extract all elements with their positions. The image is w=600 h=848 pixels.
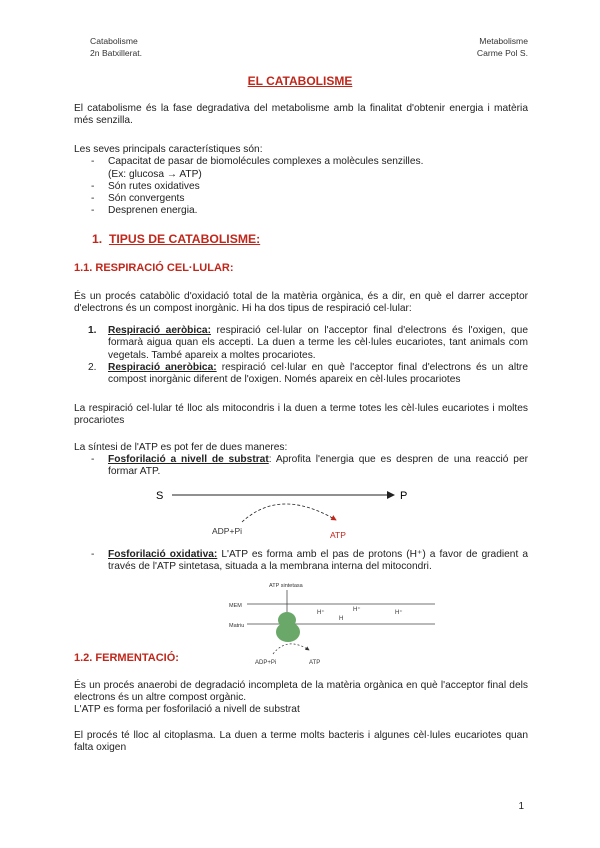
header-course: 2n Batxillerat. <box>90 47 143 58</box>
substrate-label: S <box>156 490 164 502</box>
section-heading-1 <box>92 232 260 246</box>
page-number: 1 <box>518 801 524 812</box>
term-aerobic-text: respiració cel·lular on l'acceptor final d'electrons és l'oxigen, que formarà aigua quan els accepti. La duen a terme les cèl·lules eucariotes, tant animals com vegetals. També apareix a moltes procariotes. <box>108 325 529 361</box>
features-lead: Les seves principals característiques són: <box>74 144 263 155</box>
subsection-heading-fermentation: 1.2. FERMENTACIÓ: <box>74 652 179 664</box>
list-item: - Desprenen energia. <box>74 205 528 217</box>
subsection-heading-respiration: 1.1. RESPIRACIÓ CEL·LULAR: <box>74 262 234 274</box>
list-item <box>74 156 528 181</box>
features-list <box>74 156 528 217</box>
list-item <box>74 325 528 362</box>
proton-label: H⁺ <box>395 610 403 616</box>
atp-synthase-diagram <box>225 580 445 670</box>
atp-label: ATP <box>309 660 321 666</box>
proton-label: H <box>339 616 344 622</box>
feature-text: Capacitat de pasar de biomolécules complexes a molècules senzilles. <box>108 156 424 168</box>
term-anaerobic-text: respiració cel·lular en què l'acceptor final d'electrons és un altre compost inorgànic diferent de l'oxigen. Només apareix en cèl·lules procariotes <box>108 361 528 386</box>
header-author: Carme Pol S. <box>476 47 528 58</box>
term-anaerobic: Respiració aneròbica: <box>108 361 217 373</box>
list-item <box>74 362 528 387</box>
matrix-label: Matriu <box>229 623 245 629</box>
substrate-diagram <box>150 482 430 544</box>
item-number: 1. <box>88 325 97 336</box>
term-substrate-text: : Aprofita l'energia que es despren de una reacció per formar ATP. <box>108 454 529 478</box>
types-list <box>74 325 528 386</box>
location-paragraph: La respiració cel·lular té lloc als mitocondris i la duen a terme totes les cèl·lules eucariotes i moltes procariotes <box>74 403 528 427</box>
item-number: 2. <box>88 361 97 373</box>
membrane-label: MEM <box>229 603 242 609</box>
product-label: P <box>400 490 408 502</box>
atp-synthase-shape <box>276 612 300 642</box>
section-number: 1. <box>92 232 103 246</box>
term-aerobic: Respiració aeròbica: <box>108 325 211 336</box>
adp-label: ADP+Pi <box>255 660 277 666</box>
header-left <box>90 36 142 59</box>
proton-label: H⁺ <box>317 610 325 616</box>
respiration-types <box>74 325 528 386</box>
intro-paragraph: El catabolisme és la fase degradativa del metabolisme amb la finalitat d'obtenir energia i matèria més senzilla. <box>74 103 528 127</box>
term-substrate: Fosforilació a nivell de substrat <box>108 454 269 465</box>
feature-example: (Ex: glucosa → ATP) <box>108 168 202 180</box>
proton-label: H⁺ <box>353 607 361 613</box>
term-oxidative-text: L'ATP es forma amb el pas de protons (H⁺) a favor de gradient a través de l'ATP sintetasa, situada a la membrana interna del mitocondri. <box>108 549 528 573</box>
list-item: - Són rutes oxidatives <box>74 181 528 193</box>
oxidative-list <box>74 549 528 574</box>
term-oxidative: Fosforilació oxidativa: <box>108 549 218 560</box>
header-right <box>477 36 528 59</box>
fermentation-p2: L'ATP es forma per fosforilació a nivell de substrat <box>74 704 300 715</box>
page-title: EL CATABOLISME <box>247 74 353 88</box>
coupled-arrow <box>242 504 336 522</box>
phosphorylation-arrow <box>273 644 309 654</box>
substrate-list <box>74 454 528 479</box>
list-item <box>74 549 528 574</box>
enzyme-label: ATP sintetasa <box>269 583 303 589</box>
fermentation-p1: És un procés anaerobi de degradació incompleta de la matèria orgànica en què l'acceptor final dels electrons és un altre compost orgànic. <box>74 680 528 704</box>
respiration-intro: És un procés catabòlic d'oxidació total de la matèria orgànica, és a dir, en què el darrer acceptor d'electrons és un compost inorgànic. Hi ha dos tipus de respiració cel·lular: <box>74 291 528 315</box>
synthesis-lead: La síntesi de l'ATP es pot fer de dues maneres: <box>74 442 288 453</box>
header-subject: Catabolisme <box>90 36 138 46</box>
substrate-block <box>74 454 528 479</box>
list-item: - Són convergents <box>74 193 528 205</box>
features-block <box>74 144 528 218</box>
list-item <box>74 454 528 479</box>
atp-label: ATP <box>330 530 346 540</box>
header-topic: Metabolisme <box>479 36 528 46</box>
fermentation-p3: El procés té lloc al citoplasma. La duen a terme molts bacteris i algunes cèl·lules eucariotes quan falta oxigen <box>74 730 528 754</box>
adp-label: ADP+Pi <box>212 526 242 536</box>
oxidative-block <box>74 549 528 574</box>
section-title: TIPUS DE CATABOLISME: <box>108 232 261 246</box>
